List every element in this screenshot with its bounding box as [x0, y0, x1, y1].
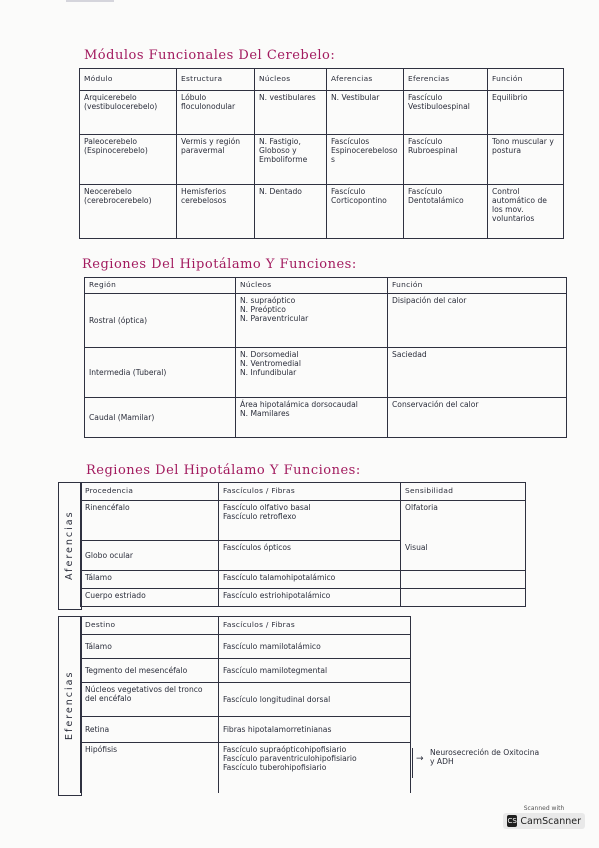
- cell-nucleos: N. vestibulares: [255, 91, 327, 135]
- cell-eferencias: Fascículo Dentotalámico: [404, 185, 488, 239]
- fiber-item: Fibras hipotalamorretinianas: [223, 724, 332, 734]
- cell-estructura: Lóbulo floculonodular: [177, 91, 255, 135]
- aferencias-table: [80, 482, 526, 607]
- table-row: [80, 135, 564, 185]
- cell-aferencias: Fascículos Espinocerebelosos: [327, 135, 404, 185]
- cell-modulo: Neocerebelo (cerebrocerebelo): [80, 185, 177, 239]
- col-header-fasciculos: Fascículos / Fibras: [219, 617, 411, 635]
- fiber-item: Fascículo olfativo basal: [223, 503, 311, 512]
- cell-destino: Tegmento del mesencéfalo: [81, 659, 219, 683]
- cell-destino: Núcleos vegetativos del tronco del encéfalo: [81, 683, 219, 717]
- table-row: [81, 717, 411, 743]
- cell-funcion: Disipación del calor: [388, 294, 567, 348]
- col-header-procedencia: Procedencia: [81, 483, 219, 501]
- cell-fasciculos: [219, 571, 401, 589]
- cell-procedencia: Cuerpo estriado: [81, 589, 219, 607]
- nucleus-item: N. Infundibular: [240, 368, 297, 378]
- table-row: [81, 571, 526, 589]
- watermark-badge: [503, 813, 585, 829]
- nucleus-item: N. Ventromedial: [240, 359, 301, 369]
- table-row: [85, 294, 567, 348]
- col-header-region: Región: [85, 278, 236, 294]
- table-row: [85, 348, 567, 398]
- cell-procedencia: Rinencéfalo: [81, 501, 219, 541]
- cell-fasciculos: [219, 683, 411, 717]
- nucleus-item: Área hipotalámica dorsocaudal: [240, 400, 358, 409]
- cell-fasciculos: [219, 501, 401, 541]
- cell-sensibilidad: [401, 571, 526, 589]
- cell-nucleos: [236, 398, 388, 438]
- cell-modulo: Arquicerebelo (vestibulocerebelo): [80, 91, 177, 135]
- cell-procedencia: Globo ocular: [81, 541, 219, 571]
- page-edge-mark: [66, 0, 114, 2]
- cell-fasciculos: [219, 743, 411, 793]
- table-row: [81, 743, 411, 793]
- watermark-caption: Scanned with: [523, 805, 565, 812]
- cell-nucleos: N. Fastigio, Globoso y Emboliforme: [255, 135, 327, 185]
- cell-fasciculos: [219, 589, 401, 607]
- cell-funcion: Saciedad: [388, 348, 567, 398]
- cell-modulo: Paleocerebelo (Espinocerebelo): [80, 135, 177, 185]
- col-header-fasciculos: Fascículos / Fibras: [219, 483, 401, 501]
- col-header-funcion: Función: [388, 278, 567, 294]
- table-row: [81, 683, 411, 717]
- fiber-item: Fascículo tuberohipofisiario: [223, 763, 327, 773]
- eferencias-table: [80, 616, 411, 793]
- fiber-item: Fascículo longitudinal dorsal: [223, 694, 331, 704]
- fiber-item: Fascículo retroflexo: [223, 512, 297, 522]
- cell-procedencia: Tálamo: [81, 571, 219, 589]
- cell-destino: Tálamo: [81, 635, 219, 659]
- col-header-estructura: Estructura: [177, 69, 255, 91]
- fiber-item: Fascículo supraópticohipofisiario: [223, 745, 347, 754]
- camscanner-watermark: [503, 805, 585, 829]
- cell-region: Rostral (óptica): [85, 294, 236, 348]
- cell-funcion: Equilibrio: [488, 91, 564, 135]
- cell-sensibilidad: Olfatoria: [401, 501, 526, 541]
- cell-fasciculos: [219, 717, 411, 743]
- col-header-eferencias: Eferencias: [404, 69, 488, 91]
- col-header-modulo: Módulo: [80, 69, 177, 91]
- cell-funcion: Tono muscular y postura: [488, 135, 564, 185]
- cell-destino: Retina: [81, 717, 219, 743]
- col-header-nucleos: Núcleos: [236, 278, 388, 294]
- table-row: [81, 659, 411, 683]
- cell-estructura: Hemisferios cerebelosos: [177, 185, 255, 239]
- section3-title: Regiones Del Hipotálamo Y Funciones:: [86, 463, 361, 478]
- camscanner-logo-icon: CS: [507, 817, 517, 825]
- section2-title: Regiones Del Hipotálamo Y Funciones:: [82, 257, 357, 272]
- nucleus-item: N. Mamilares: [240, 409, 290, 419]
- neurosecretion-note: Neurosecreción de Oxitocina y ADH: [430, 748, 540, 767]
- fiber-item: Fascículo mamilotegmental: [223, 665, 328, 675]
- cell-eferencias: Fascículo Rubroespinal: [404, 135, 488, 185]
- cell-nucleos: [236, 348, 388, 398]
- eferencias-label: Eferencias: [64, 670, 75, 740]
- cell-fasciculos: [219, 635, 411, 659]
- table-row: [81, 635, 411, 659]
- fiber-item: Fascículos ópticos: [223, 543, 292, 552]
- col-header-nucleos: Núcleos: [255, 69, 327, 91]
- col-header-destino: Destino: [81, 617, 219, 635]
- fiber-item: Fascículo mamilotalámico: [223, 641, 321, 651]
- cell-sensibilidad: Visual: [401, 541, 526, 571]
- cell-region: Intermedia (Tuberal): [85, 348, 236, 398]
- fiber-item: Fascículo estriohipotalámico: [223, 591, 331, 600]
- col-header-funcion: Función: [488, 69, 564, 91]
- nucleus-item: N. Dorsomedial: [240, 350, 299, 359]
- table-row: [80, 91, 564, 135]
- cell-estructura: Vermis y región paravermal: [177, 135, 255, 185]
- cell-funcion: Control automático de los mov. voluntarios: [488, 185, 564, 239]
- aferencias-label: Aferencias: [64, 510, 75, 580]
- nucleus-item: N. supraóptico: [240, 296, 296, 305]
- cell-nucleos: [236, 294, 388, 348]
- cell-funcion: Conservación del calor: [388, 398, 567, 438]
- cell-aferencias: Fascículo Corticopontino: [327, 185, 404, 239]
- nucleus-item: N. Paraventricular: [240, 314, 309, 324]
- arrow-icon: →: [416, 754, 424, 764]
- table-row: [81, 541, 526, 571]
- cerebellum-modules-table: [79, 68, 564, 239]
- table-row: [81, 589, 526, 607]
- hipofisis-bracket: [412, 748, 413, 778]
- nucleus-item: N. Preóptico: [240, 305, 286, 315]
- hypothalamus-regions-table: [84, 277, 567, 438]
- col-header-sensibilidad: Sensibilidad: [401, 483, 526, 501]
- cell-eferencias: Fascículo Vestibuloespinal: [404, 91, 488, 135]
- cell-nucleos: N. Dentado: [255, 185, 327, 239]
- col-header-aferencias: Aferencias: [327, 69, 404, 91]
- fiber-item: Fascículo talamohipotalámico: [223, 573, 336, 582]
- watermark-brand: CamScanner: [520, 815, 581, 827]
- cell-destino: Hipófisis: [81, 743, 219, 793]
- cell-region: Caudal (Mamilar): [85, 398, 236, 438]
- section1-title: Módulos Funcionales Del Cerebelo:: [84, 48, 336, 63]
- cell-fasciculos: [219, 659, 411, 683]
- table-row: [80, 185, 564, 239]
- cell-aferencias: N. Vestibular: [327, 91, 404, 135]
- cell-sensibilidad: [401, 589, 526, 607]
- table-row: [81, 501, 526, 541]
- fiber-item: Fascículo paraventriculohipofisiario: [223, 754, 357, 764]
- table-row: [85, 398, 567, 438]
- cell-fasciculos: [219, 541, 401, 571]
